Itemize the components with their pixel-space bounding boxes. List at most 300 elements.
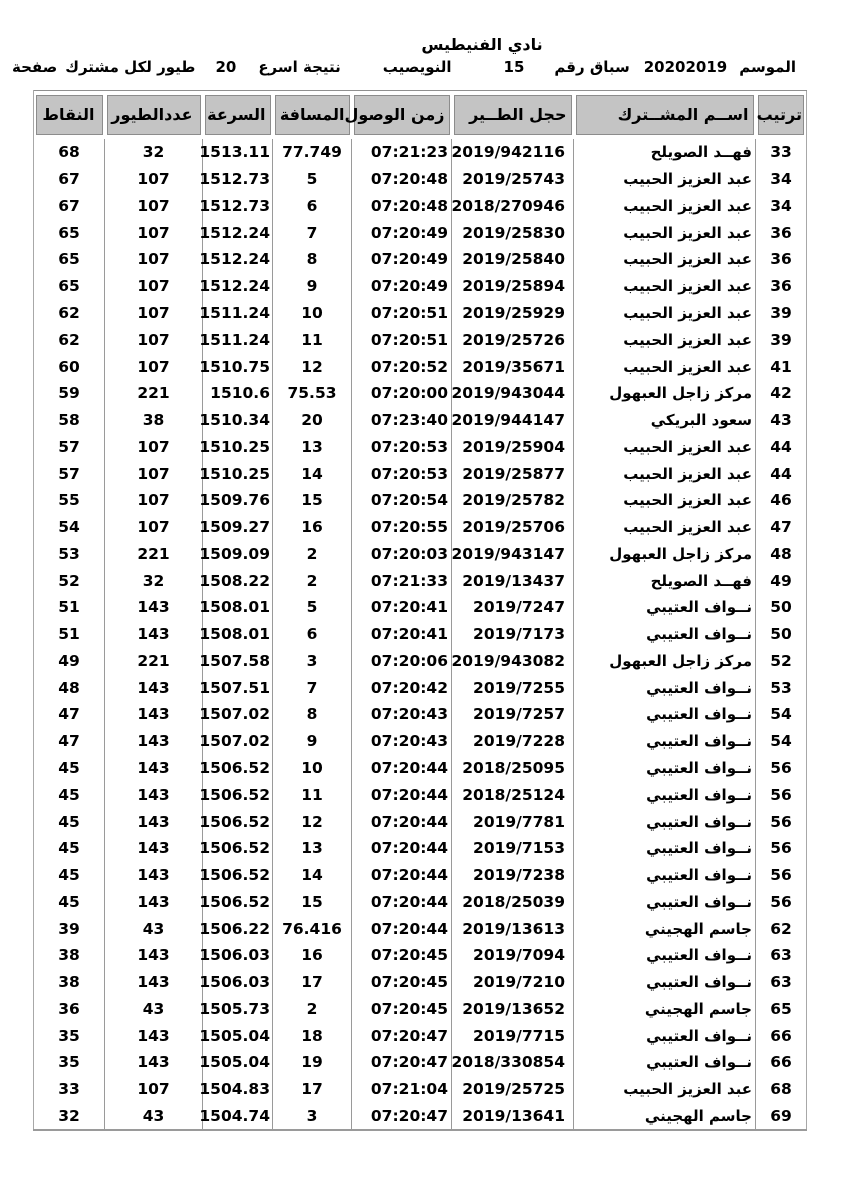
- table-row: [34, 433, 807, 460]
- cell-ring: 2019/7247: [452, 594, 574, 621]
- cell-speed: 1506.52: [203, 862, 273, 889]
- cell-arrival-time: 07:20:48: [352, 166, 452, 193]
- cell-rank: 33: [756, 139, 807, 166]
- table-row: [34, 273, 807, 300]
- cell-speed: 1506.52: [203, 835, 273, 862]
- cell-ring: 2019/25782: [452, 487, 574, 514]
- cell-distance: 15: [273, 487, 352, 514]
- cell-points: 68: [58, 143, 80, 162]
- cell-arrival-time: 07:20:49: [352, 273, 452, 300]
- table-row: [34, 862, 807, 889]
- season-value: 20202019: [643, 58, 728, 76]
- col-header-distance: المسافة: [275, 95, 350, 135]
- cell-points: 47: [58, 732, 80, 751]
- cell-birds-count: 221: [105, 540, 203, 567]
- cell-rank: 34: [756, 193, 807, 220]
- cell-rank: 56: [756, 808, 807, 835]
- cell-points: 38: [58, 973, 80, 992]
- cell-name: عبد العزيز الحبيب: [574, 433, 756, 460]
- cell-birds-count: 143: [105, 701, 203, 728]
- cell-distance: 7: [273, 219, 352, 246]
- table-row: [34, 942, 807, 969]
- cell-rank: 62: [756, 915, 807, 942]
- cell-rank: 66: [756, 1022, 807, 1049]
- cell-ring: 2018/25124: [452, 781, 574, 808]
- cell-ring: 2019/13652: [452, 996, 574, 1023]
- table-row: [34, 1049, 807, 1076]
- cell-ring: 2019/943082: [452, 648, 574, 675]
- cell-arrival-time: 07:20:49: [352, 246, 452, 273]
- season-label: الموسم: [739, 58, 796, 76]
- cell-rank: 66: [756, 1049, 807, 1076]
- cell-name: مركز زاجل العبهول: [574, 540, 756, 567]
- cell-name: عبد العزيز الحبيب: [574, 487, 756, 514]
- cell-speed: 1510.6: [203, 380, 273, 407]
- cell-distance: 8: [273, 246, 352, 273]
- cell-name: نــواف العتيبي: [574, 969, 756, 996]
- cell-name: فهــد الصويلح: [574, 139, 756, 166]
- table-row: [34, 139, 807, 166]
- cell-rank: 63: [756, 942, 807, 969]
- table-row: [34, 1076, 807, 1103]
- race-number-value: 15: [503, 58, 525, 76]
- cell-name: سعود البريكي: [574, 407, 756, 434]
- cell-rank: 50: [756, 621, 807, 648]
- cell-ring: 2019/25725: [452, 1076, 574, 1103]
- cell-points: 59: [58, 384, 80, 403]
- cell-name: عبد العزيز الحبيب: [574, 514, 756, 541]
- cell-arrival-time: 07:20:44: [352, 808, 452, 835]
- cell-distance: 9: [273, 728, 352, 755]
- cell-points: 57: [58, 464, 80, 483]
- table-row: [34, 648, 807, 675]
- cell-arrival-time: 07:20:54: [352, 487, 452, 514]
- table-row: [34, 166, 807, 193]
- cell-rank: 52: [756, 648, 807, 675]
- cell-name: عبد العزيز الحبيب: [574, 246, 756, 273]
- cell-name: جاسم الهجيني: [574, 1103, 756, 1131]
- cell-speed: 1509.09: [203, 540, 273, 567]
- race-number-label: سباق رقم: [554, 58, 630, 76]
- cell-name: جاسم الهجيني: [574, 915, 756, 942]
- cell-name: عبد العزيز الحبيب: [574, 326, 756, 353]
- cell-speed: 1505.73: [203, 996, 273, 1023]
- table-body: [34, 139, 807, 1130]
- cell-arrival-time: 07:20:49: [352, 219, 452, 246]
- cell-speed: 1509.76: [203, 487, 273, 514]
- cell-name: عبد العزيز الحبيب: [574, 273, 756, 300]
- cell-distance: 10: [273, 755, 352, 782]
- cell-ring: 2019/25726: [452, 326, 574, 353]
- cell-arrival-time: 07:20:43: [352, 701, 452, 728]
- cell-arrival-time: 07:20:00: [352, 380, 452, 407]
- cell-ring: 2019/942116: [452, 139, 574, 166]
- cell-birds-count: 107: [105, 193, 203, 220]
- table-row: [34, 219, 807, 246]
- cell-birds-count: 143: [105, 1022, 203, 1049]
- table-row: [34, 326, 807, 353]
- cell-arrival-time: 07:20:48: [352, 193, 452, 220]
- cell-ring: 2018/25039: [452, 888, 574, 915]
- cell-speed: 1506.22: [203, 915, 273, 942]
- cell-points: 65: [58, 223, 80, 242]
- cell-speed: 1508.22: [203, 567, 273, 594]
- col-header-birds-count: عددالطيور: [107, 95, 201, 135]
- cell-points: 65: [58, 250, 80, 269]
- cell-ring: 2019/7173: [452, 621, 574, 648]
- cell-rank: 43: [756, 407, 807, 434]
- cell-ring: 2019/7257: [452, 701, 574, 728]
- cell-name: نــواف العتيبي: [574, 835, 756, 862]
- cell-arrival-time: 07:20:47: [352, 1022, 452, 1049]
- cell-birds-count: 107: [105, 166, 203, 193]
- cell-birds-count: 107: [105, 487, 203, 514]
- cell-name: جاسم الهجيني: [574, 996, 756, 1023]
- cell-speed: 1507.51: [203, 674, 273, 701]
- cell-birds-count: 38: [105, 407, 203, 434]
- cell-name: نــواف العتيبي: [574, 888, 756, 915]
- cell-points: 52: [58, 571, 80, 590]
- cell-distance: 17: [273, 969, 352, 996]
- cell-speed: 1510.75: [203, 353, 273, 380]
- cell-birds-count: 107: [105, 273, 203, 300]
- col-header-rank: ترتيب: [758, 95, 805, 135]
- cell-distance: 5: [273, 166, 352, 193]
- cell-arrival-time: 07:20:51: [352, 326, 452, 353]
- cell-ring: 2019/25830: [452, 219, 574, 246]
- cell-speed: 1512.24: [203, 273, 273, 300]
- cell-name: عبد العزيز الحبيب: [574, 166, 756, 193]
- cell-points: 51: [58, 625, 80, 644]
- cell-rank: 36: [756, 273, 807, 300]
- col-header-participant: اســم المشــترك: [576, 95, 754, 135]
- cell-rank: 42: [756, 380, 807, 407]
- cell-arrival-time: 07:21:33: [352, 567, 452, 594]
- cell-ring: 2019/25706: [452, 514, 574, 541]
- per-participant-label: طيور لكل مشترك: [65, 58, 196, 76]
- table-row: [34, 915, 807, 942]
- page-title: نادي الفنيطيس: [421, 35, 543, 54]
- cell-name: عبد العزيز الحبيب: [574, 193, 756, 220]
- cell-ring: 2019/7255: [452, 674, 574, 701]
- cell-birds-count: 32: [105, 139, 203, 166]
- cell-arrival-time: 07:20:45: [352, 942, 452, 969]
- cell-arrival-time: 07:20:52: [352, 353, 452, 380]
- cell-arrival-time: 07:20:55: [352, 514, 452, 541]
- cell-ring: 2019/25894: [452, 273, 574, 300]
- cell-name: عبد العزيز الحبيب: [574, 300, 756, 327]
- cell-arrival-time: 07:20:44: [352, 755, 452, 782]
- cell-distance: 11: [273, 781, 352, 808]
- cell-ring: 2019/7238: [452, 862, 574, 889]
- cell-ring: 2019/7781: [452, 808, 574, 835]
- cell-birds-count: 143: [105, 728, 203, 755]
- cell-speed: 1508.01: [203, 621, 273, 648]
- cell-arrival-time: 07:20:44: [352, 835, 452, 862]
- cell-rank: 54: [756, 728, 807, 755]
- cell-arrival-time: 07:20:47: [352, 1049, 452, 1076]
- cell-ring: 2019/13641: [452, 1103, 574, 1131]
- cell-speed: 1506.03: [203, 942, 273, 969]
- cell-distance: 2: [273, 540, 352, 567]
- cell-birds-count: 221: [105, 380, 203, 407]
- cell-rank: 69: [756, 1103, 807, 1131]
- cell-name: فهــد الصويلح: [574, 567, 756, 594]
- cell-points: 39: [58, 919, 80, 938]
- cell-speed: 1510.25: [203, 460, 273, 487]
- cell-birds-count: 221: [105, 648, 203, 675]
- cell-points: 58: [58, 411, 80, 430]
- cell-birds-count: 143: [105, 594, 203, 621]
- cell-distance: 2: [273, 567, 352, 594]
- cell-points: 35: [58, 1053, 80, 1072]
- cell-distance: 75.53: [273, 380, 352, 407]
- cell-ring: 2019/7715: [452, 1022, 574, 1049]
- cell-birds-count: 107: [105, 353, 203, 380]
- cell-name: نــواف العتيبي: [574, 701, 756, 728]
- cell-birds-count: 143: [105, 808, 203, 835]
- cell-distance: 13: [273, 835, 352, 862]
- cell-arrival-time: 07:20:44: [352, 888, 452, 915]
- cell-arrival-time: 07:20:45: [352, 996, 452, 1023]
- table-header-row: [34, 91, 807, 140]
- cell-name: نــواف العتيبي: [574, 862, 756, 889]
- cell-name: عبد العزيز الحبيب: [574, 1076, 756, 1103]
- cell-name: مركز زاجل العبهول: [574, 380, 756, 407]
- cell-rank: 49: [756, 567, 807, 594]
- cell-points: 32: [58, 1106, 80, 1125]
- table-row: [34, 594, 807, 621]
- cell-arrival-time: 07:20:53: [352, 460, 452, 487]
- cell-points: 38: [58, 946, 80, 965]
- cell-speed: 1510.25: [203, 433, 273, 460]
- cell-points: 45: [58, 839, 80, 858]
- cell-arrival-time: 07:21:23: [352, 139, 452, 166]
- cell-ring: 2019/25929: [452, 300, 574, 327]
- cell-name: نــواف العتيبي: [574, 728, 756, 755]
- table-row: [34, 487, 807, 514]
- cell-birds-count: 143: [105, 862, 203, 889]
- table-row: [34, 701, 807, 728]
- table-row: [34, 407, 807, 434]
- cell-distance: 20: [273, 407, 352, 434]
- cell-rank: 56: [756, 862, 807, 889]
- table-row: [34, 808, 807, 835]
- table-row: [34, 300, 807, 327]
- cell-ring: 2019/943044: [452, 380, 574, 407]
- cell-points: 62: [58, 303, 80, 322]
- table-row: [34, 888, 807, 915]
- cell-birds-count: 107: [105, 219, 203, 246]
- cell-ring: 2019/13613: [452, 915, 574, 942]
- cell-points: 45: [58, 785, 80, 804]
- cell-name: عبد العزيز الحبيب: [574, 460, 756, 487]
- cell-arrival-time: 07:20:41: [352, 621, 452, 648]
- cell-speed: 1510.34: [203, 407, 273, 434]
- cell-ring: 2019/25904: [452, 433, 574, 460]
- cell-points: 54: [58, 518, 80, 537]
- cell-arrival-time: 07:20:44: [352, 781, 452, 808]
- cell-name: نــواف العتيبي: [574, 621, 756, 648]
- cell-birds-count: 143: [105, 781, 203, 808]
- cell-rank: 46: [756, 487, 807, 514]
- cell-rank: 44: [756, 460, 807, 487]
- table-row: [34, 781, 807, 808]
- cell-ring: 2019/25840: [452, 246, 574, 273]
- fastest-birds-count: 20: [215, 58, 237, 76]
- cell-speed: 1504.74: [203, 1103, 273, 1131]
- cell-distance: 5: [273, 594, 352, 621]
- cell-name: نــواف العتيبي: [574, 594, 756, 621]
- cell-birds-count: 43: [105, 915, 203, 942]
- cell-points: 45: [58, 758, 80, 777]
- table-row: [34, 567, 807, 594]
- cell-name: نــواف العتيبي: [574, 1049, 756, 1076]
- cell-points: 57: [58, 437, 80, 456]
- cell-distance: 13: [273, 433, 352, 460]
- cell-distance: 14: [273, 862, 352, 889]
- cell-speed: 1506.03: [203, 969, 273, 996]
- cell-name: مركز زاجل العبهول: [574, 648, 756, 675]
- cell-speed: 1507.58: [203, 648, 273, 675]
- cell-rank: 36: [756, 246, 807, 273]
- table-row: [34, 540, 807, 567]
- cell-distance: 6: [273, 621, 352, 648]
- cell-points: 49: [58, 651, 80, 670]
- cell-distance: 11: [273, 326, 352, 353]
- cell-rank: 39: [756, 326, 807, 353]
- cell-rank: 56: [756, 781, 807, 808]
- page-label: صفحة: [12, 58, 58, 76]
- cell-ring: 2019/13437: [452, 567, 574, 594]
- cell-points: 67: [58, 196, 80, 215]
- cell-speed: 1506.52: [203, 808, 273, 835]
- cell-name: عبد العزيز الحبيب: [574, 353, 756, 380]
- cell-points: 55: [58, 491, 80, 510]
- cell-rank: 56: [756, 835, 807, 862]
- cell-distance: 19: [273, 1049, 352, 1076]
- cell-rank: 41: [756, 353, 807, 380]
- cell-distance: 8: [273, 701, 352, 728]
- table-row: [34, 353, 807, 380]
- result-type-label: نتيجة اسرع: [258, 58, 341, 76]
- cell-rank: 34: [756, 166, 807, 193]
- cell-birds-count: 143: [105, 674, 203, 701]
- col-header-speed: السرعة: [205, 95, 271, 135]
- table-row: [34, 460, 807, 487]
- cell-speed: 1506.52: [203, 888, 273, 915]
- cell-points: 60: [58, 357, 80, 376]
- cell-name: نــواف العتيبي: [574, 674, 756, 701]
- cell-distance: 12: [273, 353, 352, 380]
- table-row: [34, 755, 807, 782]
- cell-speed: 1507.02: [203, 728, 273, 755]
- cell-distance: 2: [273, 996, 352, 1023]
- cell-arrival-time: 07:20:45: [352, 969, 452, 996]
- cell-speed: 1504.83: [203, 1076, 273, 1103]
- cell-birds-count: 143: [105, 888, 203, 915]
- table-row: [34, 380, 807, 407]
- cell-ring: 2019/7153: [452, 835, 574, 862]
- cell-points: 45: [58, 892, 80, 911]
- cell-rank: 53: [756, 674, 807, 701]
- cell-distance: 17: [273, 1076, 352, 1103]
- cell-arrival-time: 07:20:44: [352, 915, 452, 942]
- race-location: النويصيب: [382, 58, 452, 76]
- cell-rank: 44: [756, 433, 807, 460]
- cell-ring: 2019/944147: [452, 407, 574, 434]
- cell-ring: 2019/35671: [452, 353, 574, 380]
- race-info-line: [0, 58, 848, 84]
- col-header-points: النقاط: [36, 95, 103, 135]
- cell-rank: 56: [756, 888, 807, 915]
- cell-points: 35: [58, 1026, 80, 1045]
- cell-distance: 16: [273, 514, 352, 541]
- cell-distance: 9: [273, 273, 352, 300]
- cell-points: 33: [58, 1080, 80, 1099]
- cell-birds-count: 143: [105, 942, 203, 969]
- table-row: [34, 621, 807, 648]
- cell-arrival-time: 07:20:06: [352, 648, 452, 675]
- cell-rank: 54: [756, 701, 807, 728]
- cell-birds-count: 143: [105, 969, 203, 996]
- cell-ring: 2019/7228: [452, 728, 574, 755]
- cell-arrival-time: 07:20:43: [352, 728, 452, 755]
- cell-distance: 16: [273, 942, 352, 969]
- cell-ring: 2018/25095: [452, 755, 574, 782]
- cell-speed: 1511.24: [203, 326, 273, 353]
- cell-speed: 1508.01: [203, 594, 273, 621]
- cell-arrival-time: 07:20:51: [352, 300, 452, 327]
- cell-ring: 2019/7094: [452, 942, 574, 969]
- cell-birds-count: 107: [105, 300, 203, 327]
- cell-rank: 68: [756, 1076, 807, 1103]
- cell-distance: 12: [273, 808, 352, 835]
- table-row: [34, 835, 807, 862]
- cell-arrival-time: 07:20:03: [352, 540, 452, 567]
- cell-points: 45: [58, 866, 80, 885]
- cell-birds-count: 107: [105, 246, 203, 273]
- cell-speed: 1505.04: [203, 1022, 273, 1049]
- cell-rank: 56: [756, 755, 807, 782]
- cell-speed: 1509.27: [203, 514, 273, 541]
- cell-distance: 3: [273, 1103, 352, 1131]
- cell-name: نــواف العتيبي: [574, 755, 756, 782]
- cell-arrival-time: 07:20:41: [352, 594, 452, 621]
- cell-ring: 2019/943147: [452, 540, 574, 567]
- table-row: [34, 246, 807, 273]
- cell-speed: 1512.73: [203, 193, 273, 220]
- cell-speed: 1511.24: [203, 300, 273, 327]
- cell-distance: 76.416: [273, 915, 352, 942]
- cell-arrival-time: 07:20:44: [352, 862, 452, 889]
- cell-points: 65: [58, 277, 80, 296]
- cell-speed: 1506.52: [203, 755, 273, 782]
- cell-name: نــواف العتيبي: [574, 781, 756, 808]
- table-row: [34, 969, 807, 996]
- cell-birds-count: 143: [105, 1049, 203, 1076]
- cell-points: 53: [58, 544, 80, 563]
- cell-rank: 39: [756, 300, 807, 327]
- table-row: [34, 728, 807, 755]
- cell-ring: 2018/330854: [452, 1049, 574, 1076]
- cell-name: نــواف العتيبي: [574, 942, 756, 969]
- col-header-arrival-time: زمن الوصول: [354, 95, 450, 135]
- cell-points: 36: [58, 999, 80, 1018]
- cell-speed: 1506.52: [203, 781, 273, 808]
- cell-distance: 7: [273, 674, 352, 701]
- cell-rank: 48: [756, 540, 807, 567]
